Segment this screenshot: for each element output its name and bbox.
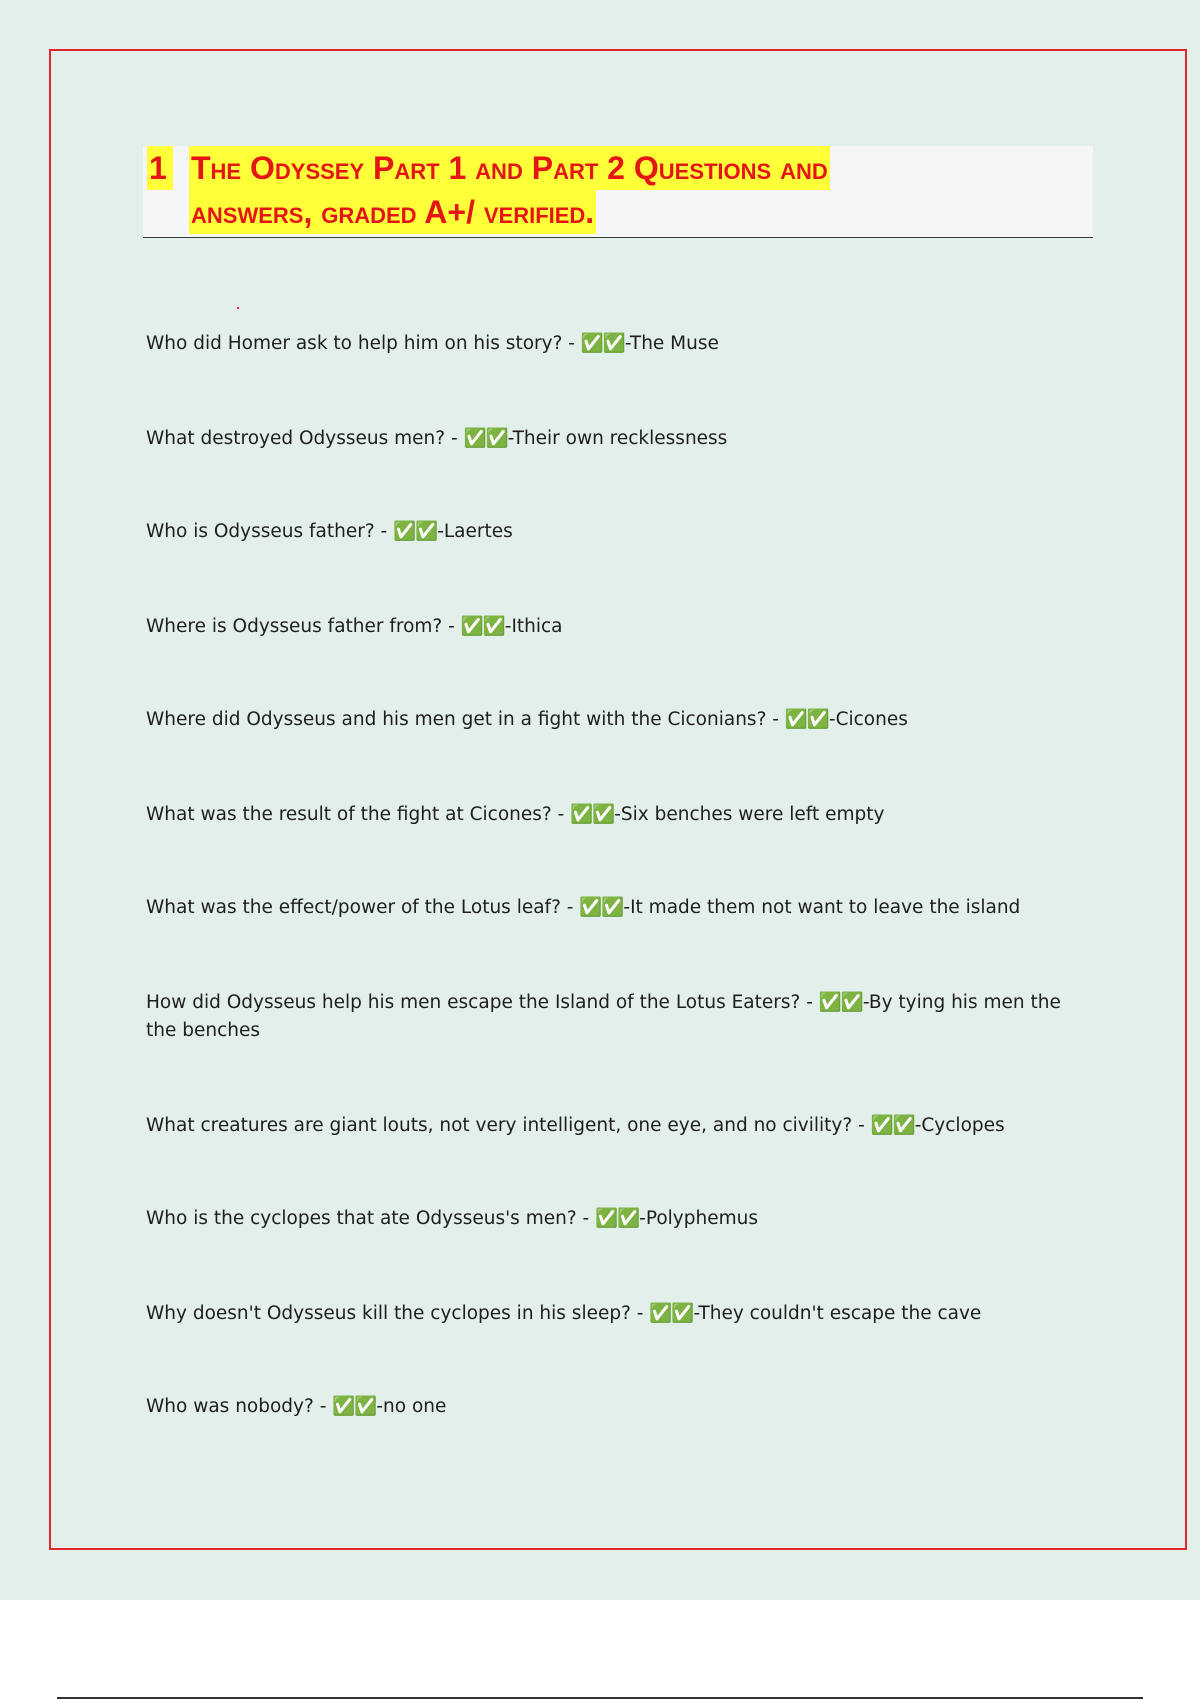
question-text: What creatures are giant louts, not very intelligent, one eye, and no civility? - <box>146 1115 871 1136</box>
answer-text: -Ithica <box>504 616 563 637</box>
qa-item <box>146 518 1076 546</box>
double-check-icon: ✅✅ <box>579 897 624 918</box>
double-check-icon: ✅✅ <box>460 616 505 637</box>
question-text: What was the result of the fight at Cicones? - <box>146 804 571 825</box>
answer-text: -Laertes <box>437 521 513 542</box>
qa-item <box>146 1205 1076 1233</box>
answer-text: -They couldn't escape the cave <box>693 1303 982 1324</box>
question-text: Who is Odysseus father? - <box>146 521 394 542</box>
qa-item <box>146 989 1076 1045</box>
qa-item <box>146 613 1076 641</box>
question-text: Why doesn't Odysseus kill the cyclopes in his sleep? - <box>146 1303 650 1324</box>
double-check-icon: ✅✅ <box>784 709 829 730</box>
answer-text: -Cyclopes <box>914 1115 1005 1136</box>
double-check-icon: ✅✅ <box>463 428 508 449</box>
qa-item <box>146 801 1076 829</box>
question-text: Who did Homer ask to help him on his story? - <box>146 333 581 354</box>
double-check-icon: ✅✅ <box>870 1115 915 1136</box>
answer-text: -Their own recklessness <box>507 428 728 449</box>
double-check-icon: ✅✅ <box>393 521 438 542</box>
answer-text: -By tying his men the the benches <box>146 992 1061 1041</box>
double-check-icon: ✅✅ <box>595 1208 640 1229</box>
qa-item <box>146 425 1076 453</box>
question-text: What destroyed Odysseus men? - <box>146 428 464 449</box>
heading-title-line-1: The Odyssey Part 1 and Part 2 Questions and <box>189 146 830 190</box>
question-text: Where did Odysseus and his men get in a fight with the Ciconians? - <box>146 709 785 730</box>
document-heading <box>143 146 1093 238</box>
answer-text: -Polyphemus <box>639 1208 758 1229</box>
double-check-icon: ✅✅ <box>570 804 615 825</box>
double-check-icon: ✅✅ <box>818 992 863 1013</box>
double-check-icon: ✅✅ <box>580 333 625 354</box>
heading-title <box>189 146 830 234</box>
question-text: Who is the cyclopes that ate Odysseus's men? - <box>146 1208 596 1229</box>
answer-text: -The Muse <box>624 333 719 354</box>
question-text: Where is Odysseus father from? - <box>146 616 461 637</box>
heading-number: 1 <box>147 146 173 190</box>
question-text: Who was nobody? - <box>146 1396 333 1417</box>
answer-text: -It made them not want to leave the island <box>623 897 1021 918</box>
answer-text: -no one <box>376 1396 447 1417</box>
qa-item <box>146 1300 1076 1328</box>
qa-item <box>146 330 1076 358</box>
qa-item <box>146 1112 1076 1140</box>
answer-text: -Cicones <box>828 709 908 730</box>
question-text: What was the effect/power of the Lotus leaf? - <box>146 897 580 918</box>
qa-item <box>146 894 1076 922</box>
double-check-icon: ✅✅ <box>649 1303 694 1324</box>
heading-title-line-2: answers, graded A+/ verified. <box>189 190 596 234</box>
question-text: How did Odysseus help his men escape the Island of the Lotus Eaters? - <box>146 992 819 1013</box>
stray-mark <box>237 307 239 309</box>
footer-divider <box>57 1697 1143 1699</box>
double-check-icon: ✅✅ <box>332 1396 377 1417</box>
answer-text: -Six benches were left empty <box>614 804 885 825</box>
qa-item <box>146 706 1076 734</box>
qa-item <box>146 1393 1076 1421</box>
